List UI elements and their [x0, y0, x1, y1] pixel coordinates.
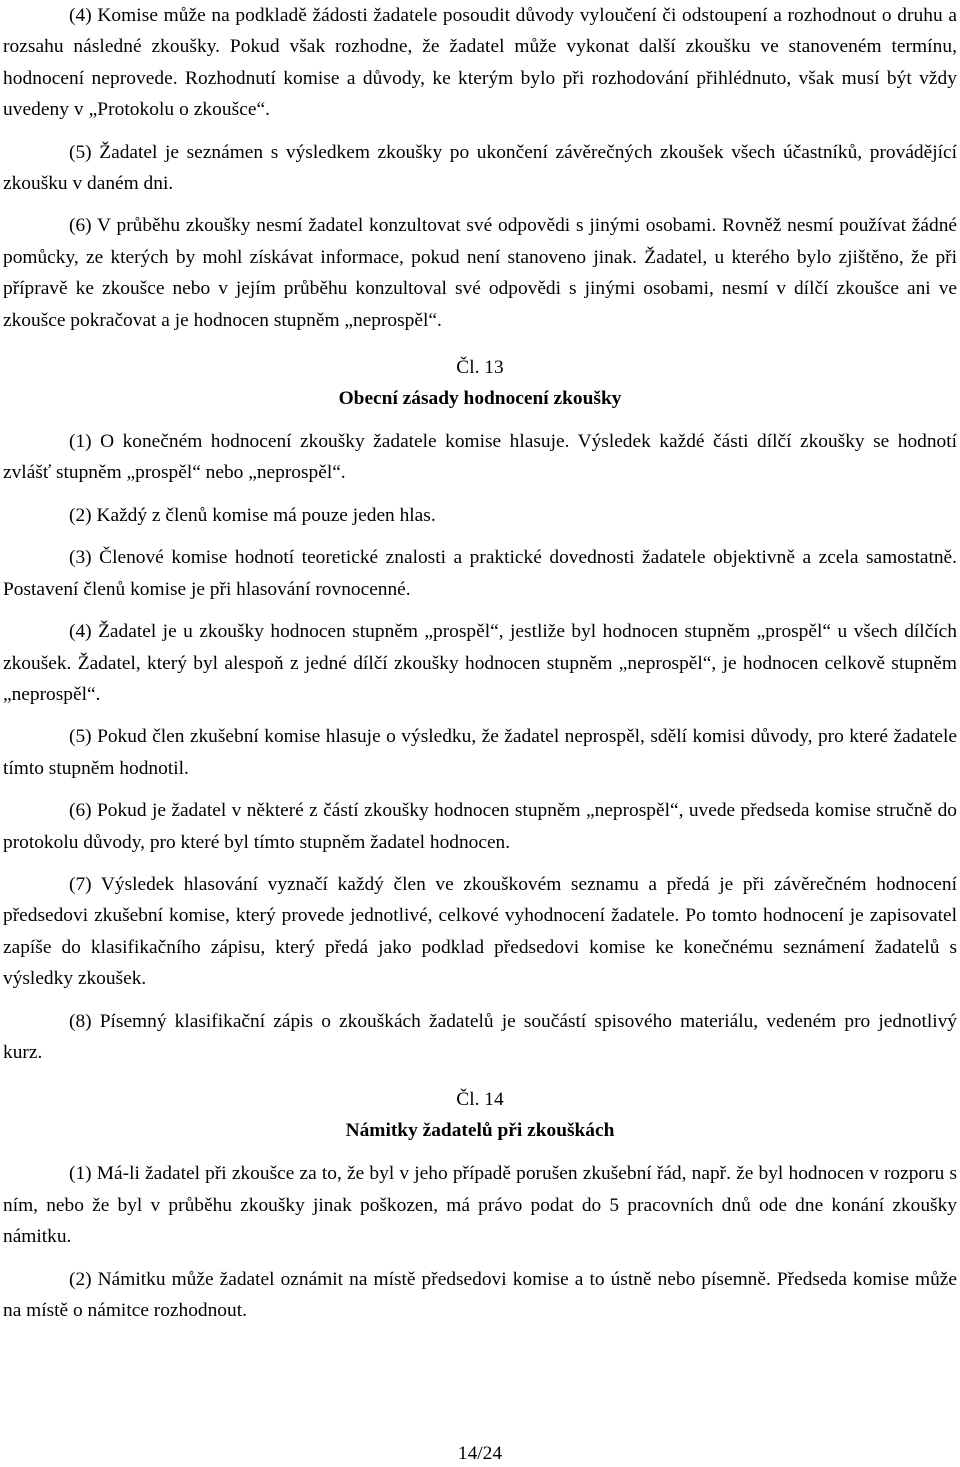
document-page	[3, 0, 957, 1326]
article-13-paragraph: (1) O konečném hodnocení zkoušky žadatele komise hlasuje. Výsledek každé části dílčí zkoušky se hodnotí zvlášť stupněm „prospěl“ nebo „neprospěl“.	[3, 431, 957, 484]
article-13-paragraph: (6) Pokud je žadatel v některé z částí zkoušky hodnocen stupněm „neprospěl“, uvede předseda komise stručně do protokolu důvody, pro které byl tímto stupněm žadatel hodnocen.	[3, 800, 957, 853]
article-13-paragraph: (8) Písemný klasifikační zápis o zkouškách žadatelů je součástí spisového materiálu, vedeném pro jednotlivý kurz.	[3, 1010, 957, 1063]
spacer	[3, 1068, 957, 1084]
paragraph-4-withdrawal: (4) Komise může na podkladě žádosti žadatele posoudit důvody vyloučení či odstoupení a rozhodnout o druhu a rozsahu následné zkoušky. Pokud však rozhodne, že žadatel může vykonat další zkoušku ve stanoveném termínu, hodnocení neprovede. Rozhodnutí komise a důvody, ke kterým bylo při rozhodování přihlédnuto, však musí být vždy uvedeny v „Protokolu o zkoušce“.	[3, 5, 957, 121]
spacer	[3, 605, 957, 616]
article-13-title: Obecní zásady hodnocení zkoušky	[338, 388, 622, 410]
spacer	[3, 1146, 957, 1158]
spacer	[3, 414, 957, 426]
spacer	[3, 1253, 957, 1264]
article-13-paragraph: (7) Výsledek hlasování vyznačí každý člen ve zkouškovém seznamu a předá je při závěrečném hodnocení předsedovi zkušební komise, který provede jednotlivé, celkové vyhodnocení žadatele. Po tomto hodnocení je zapisovatel zapíše do klasifikačního zápisu, který předá jako podklad předsedovi komise ke konečnému seznámení žadatelů s výsledky zkoušek.	[3, 873, 957, 990]
article-14-number: Čl. 14	[456, 1089, 504, 1111]
article-13-paragraph: (3) Členové komise hodnotí teoretické znalosti a praktické dovednosti žadatele objektivně a zcela samostatně. Postavení členů komise je při hlasování rovnocenné.	[3, 547, 957, 600]
spacer	[3, 336, 957, 352]
article-13-number: Čl. 13	[456, 357, 504, 379]
paragraph-6-consultation: (6) V průběhu zkoušky nesmí žadatel konzultovat své odpovědi s jinými osobami. Rovněž nesmí používat žádné pomůcky, ze kterých by mohl získávat informace, pokud není stanoveno jinak. Žadatel, u kterého bylo zjištěno, že při přípravě ke zkoušce nebo v jejím průběhu konzultoval své odpovědi s jinými osobami, nesmí v dílčí zkoušce ani ve zkoušce pokračovat a je hodnocen stupněm „neprospěl“.	[3, 215, 957, 331]
spacer	[3, 489, 957, 500]
spacer	[3, 995, 957, 1006]
spacer	[3, 858, 957, 869]
article-14	[3, 1084, 957, 1326]
spacer	[3, 199, 957, 210]
article-13-paragraph: (2) Každý z členů komise má pouze jeden hlas.	[69, 504, 436, 526]
spacer	[3, 531, 957, 542]
article-13	[3, 352, 957, 1068]
page-number: 14/24	[457, 1443, 503, 1464]
spacer	[3, 126, 957, 137]
spacer	[3, 710, 957, 721]
article-13-paragraph: (4) Žadatel je u zkoušky hodnocen stupněm „prospěl“, jestliže byl hodnocen stupněm „prospěl“ u všech dílčích zkoušek. Žadatel, který byl alespoň z jedné dílčí zkoušky hodnocen stupněm „neprospěl“, je hodnocen celkově stupněm „neprospěl“.	[3, 621, 957, 705]
article-13-paragraph: (5) Pokud člen zkušební komise hlasuje o výsledku, že žadatel neprospěl, sdělí komisi důvody, pro které žadatele tímto stupněm hodnotil.	[3, 726, 957, 779]
article-14-paragraph: (2) Námitku může žadatel oznámit na místě předsedovi komise a to ústně nebo písemně. Předseda komise může na místě o námitce rozhodnout.	[3, 1268, 957, 1321]
article-14-paragraph: (1) Má-li žadatel při zkoušce za to, že byl v jeho případě porušen zkušební řád, např. že byl hodnocen v rozporu s ním, nebo že byl v průběhu zkoušky jinak poškozen, má právo podat do 5 pracovních dnů ode dne konání zkoušky námitku.	[3, 1163, 957, 1248]
paragraph-5-result-notice: (5) Žadatel je seznámen s výsledkem zkoušky po ukončení závěrečných zkoušek všech účastníků, provádějící zkoušku v daném dni.	[3, 141, 957, 195]
article-14-title: Námitky žadatelů při zkouškách	[345, 1120, 615, 1142]
spacer	[3, 784, 957, 795]
